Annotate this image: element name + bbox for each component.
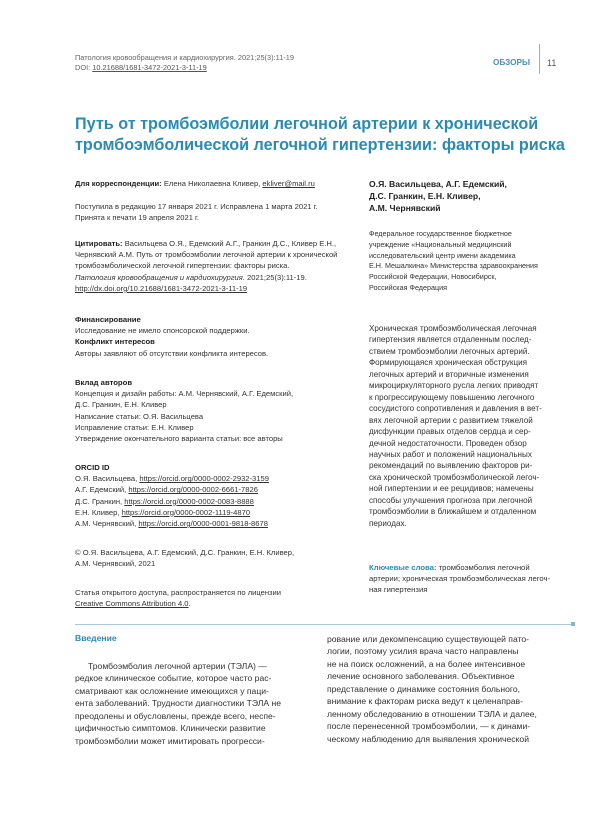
orcid-entry: Д.С. Гранкин, https://orcid.org/0000-0002-0083-8888: [75, 496, 254, 506]
orcid-link[interactable]: https://orcid.org/0000-0002-2932-3159: [139, 474, 269, 484]
header-doi-link[interactable]: 10.21688/1681-3472-2021-3-11-19: [92, 63, 207, 72]
intro-left-column: Тромбоэмболия легочной артерии (ТЭЛА) — редкое клиническое событие, которое часто рас- сматривают как осложнение имеющихся у паци- ента заболеваний. Трудности диагностики ТЭЛА не преодолены и обусловлены, прежде всего, неспе- цифичностью симптомов. Клинически развитие тромбоэмболии может имитировать прогресси-: [75, 661, 282, 746]
abstract: Хроническая тромбоэмболическая легочная гипертензия является отдаленным послед- ствием тромбоэмболии легочных артерий. Формирующаяся хроническая обструкция легочных артерий и вторичные изменения микроциркуляторного русла легких приводят к прогрессирующему повышению легочного сосудистого сопротивления и давления в вет- вях легочной артерии с развитием тяжелой дисфункции правых отделов сердца и сер- дечной недостаточности. Проведен обзор научных работ и положений национальных рекомендаций по выявлению факторов ри- ска хронической тромбоэмболической легоч- ной гипертензии и ее рецидивов; намечены способы улучшения прогноза при легочной тромбоэмболии в ближайшем и отдаленном периодах.: [369, 324, 542, 528]
license: Статья открытого доступа, распространяется по лицензии Creative Commons Attribution 4.0.: [75, 588, 282, 609]
funding-block: Финансирование Исследование не имело спонсорской поддержки. Конфликт интересов Авторы заявляют об отсутствии конфликта интересов.: [75, 315, 269, 358]
article-title: Путь от тромбоэмболии легочной артерии к хронической тромбоэмболической легочной гипертензии: факторы риска: [75, 115, 565, 154]
orcid-entry: Е.Н. Кливер, https://orcid.org/0000-0002-1119-4870: [75, 507, 251, 517]
orcid-link[interactable]: https://orcid.org/0000-0002-1119-4870: [121, 507, 251, 517]
orcid-entry: А.М. Чернявский, https://orcid.org/0000-0001-9818-8678: [75, 519, 268, 529]
section-label: ОБЗОРЫ: [493, 58, 531, 67]
correspondence-email-link[interactable]: ekliver@mail.ru: [262, 179, 315, 188]
page-number: 11: [547, 58, 557, 68]
citation-doi-link[interactable]: http://dx.doi.org/10.21688/1681-3472-2021-3-11-19: [75, 283, 248, 293]
correspondence: Для корреспонденции: Елена Николаевна Кливер, ekliver@mail.ru: [75, 179, 315, 188]
copyright: © О.Я. Васильцева, А.Г. Едемский, Д.С. Гранкин, Е.Н. Кливер, А.М. Чернявский, 2021: [75, 548, 295, 569]
intro-right-column: рование или декомпенсацию существующей пато- логии, поэтому усилия врача часто направлены не на поиск осложнений, а на более интенсивное лечение основного заболевания. Объективное представление о динамике состояния больного, внимание к факторам риска ведут к целенаправ- ленному обследованию в отношении ТЭЛА и далее, после перенесенной тромбоэмболии, — к динами- ческому наблюдению для выявления хронической: [327, 634, 537, 744]
orcid-entry: А.Г. Едемский, https://orcid.org/0000-0002-6661-7826: [75, 485, 258, 495]
article-dates: Поступила в редакцию 17 января 2021 г. Исправлена 1 марта 2021 г. Принята к печати 19 апреля 2021 г.: [75, 202, 318, 223]
intro-heading: Введение: [75, 633, 117, 643]
license-link[interactable]: Creative Commons Attribution 4.0: [75, 599, 189, 609]
author-list: О.Я. Васильцева, А.Г. Едемский, Д.С. Гранкин, Е.Н. Кливер, А.М. Чернявский: [369, 179, 507, 214]
orcid-entry: О.Я. Васильцева, https://orcid.org/0000-0002-2932-3159: [75, 474, 269, 484]
orcid-link[interactable]: https://orcid.org/0000-0001-9818-8678: [138, 519, 268, 529]
journal-citation: Патология кровообращения и кардиохирургия. 2021;25(3):11-19: [75, 53, 294, 62]
orcid-block: ORCID ID О.Я. Васильцева, https://orcid.org/0000-0002-2932-3159 А.Г. Едемский, https://orcid.org/0000-0002-6661-7826 Д.С. Гранкин, https://orcid.org/0000-0002-0083-8888 Е.Н. Кливер, https://orcid.org/0000-0002-1119-4870 А.М. Чернявский, https://orcid.org/0000-0001-9818-8678: [75, 462, 375, 529]
divider-marker: [571, 622, 575, 626]
citation-block: Цитировать: Васильцева О.Я., Едемский А.Г., Гранкин Д.С., Кливер Е.Н., Чернявский А.М. Путь от тромбоэмболии легочной артерии к хронической тромбоэмболической легочной гипертензии: факторы риска. Патология кровообращения и кардиохирургия. 2021;25(3):11-19. http://dx.doi.org/10.21688/1681-3472-2021-3-11-19: [75, 239, 338, 293]
section-divider: [75, 624, 575, 625]
orcid-link[interactable]: https://orcid.org/0000-0002-6661-7826: [128, 485, 258, 495]
contribution-block: Вклад авторов Концепция и дизайн работы: А.М. Чернявский, А.Г. Едемский, Д.С. Гранкин, Е.Н. Кливер Написание статьи: О.Я. Васильцева Исправление статьи: Е.Н. Кливер Утверждение окончательного варианта статьи: все авторы: [75, 378, 294, 444]
keywords: Ключевые слова: тромбоэмболия легочной артерии; хроническая тромбоэмболическая легоч- ная гипертензия: [369, 563, 551, 594]
header-doi: DOI: 10.21688/1681-3472-2021-3-11-19: [75, 63, 207, 72]
affiliation: Федеральное государственное бюджетное учреждение «Национальный медицинский исследовательский центр имени академика Е.Н. Мешалкина» Министерства здравоохранения Российской Федерации, Новосибирск, Российская Федерация: [369, 229, 538, 292]
header-divider: [539, 44, 540, 74]
orcid-link[interactable]: https://orcid.org/0000-0002-0083-8888: [124, 496, 254, 506]
